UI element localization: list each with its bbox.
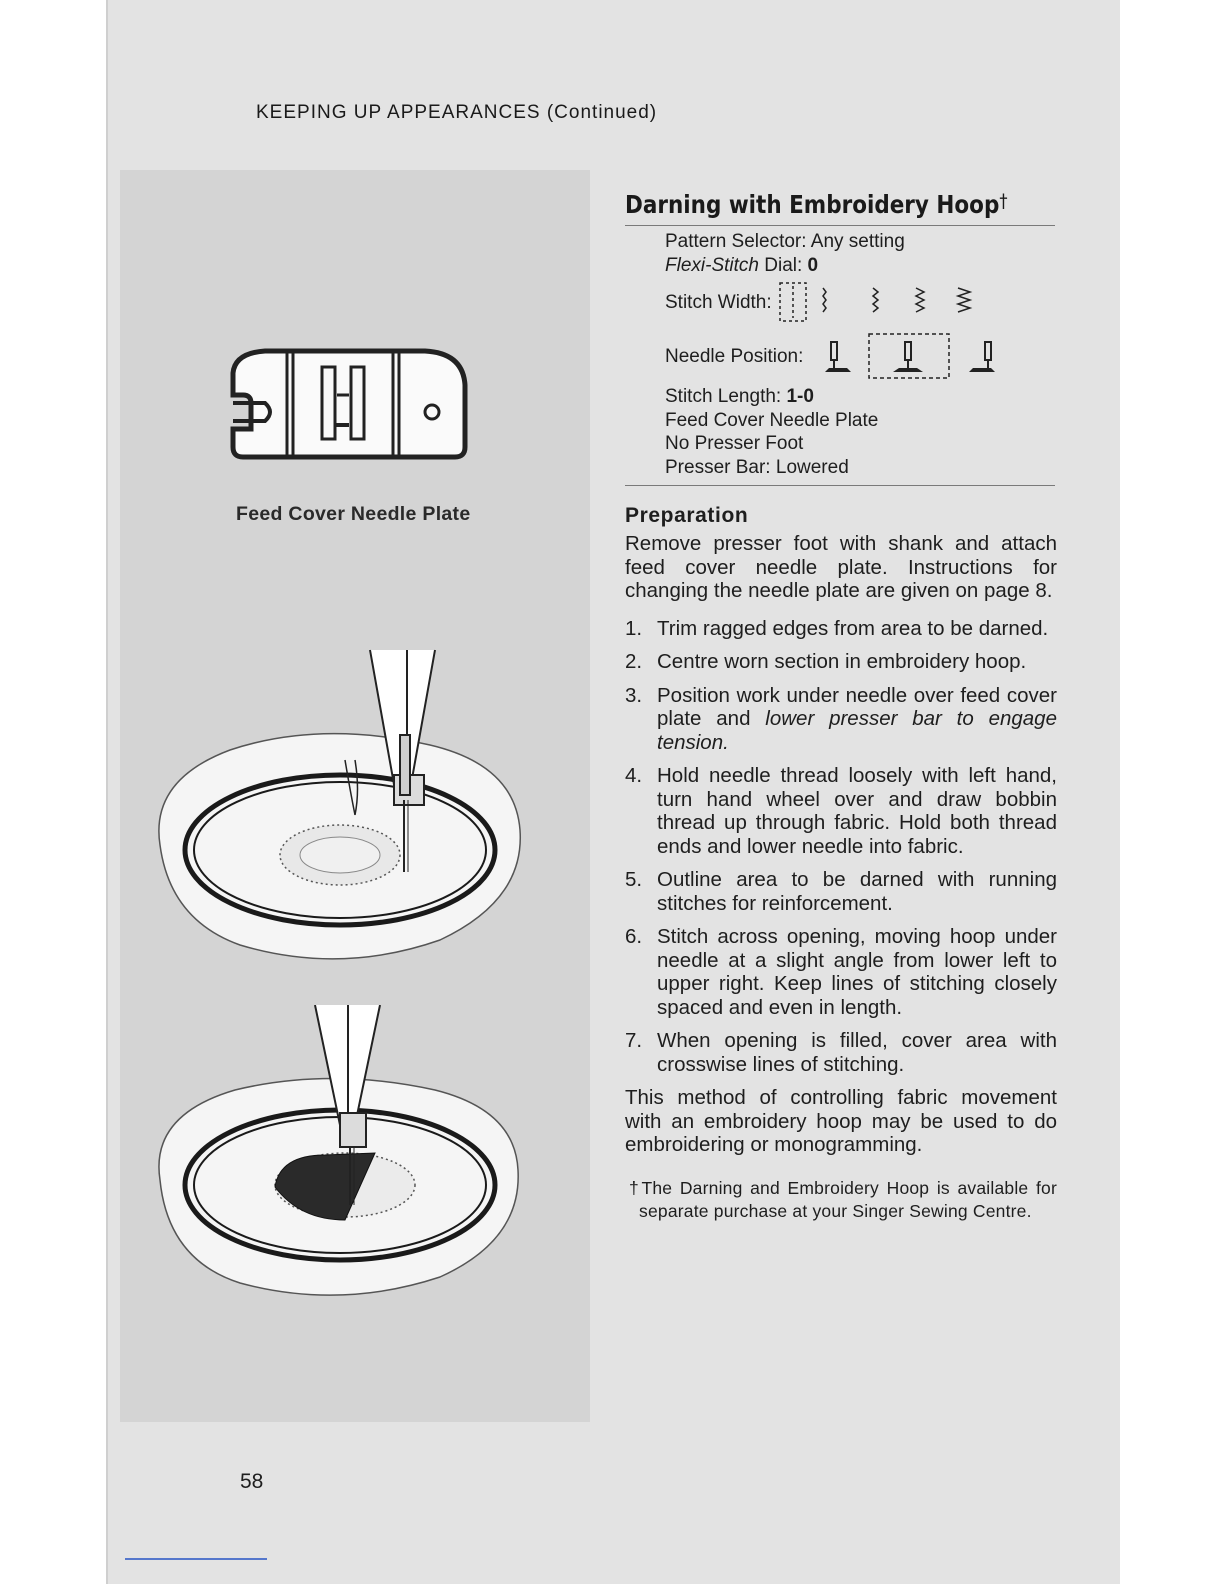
title-rule (625, 225, 1055, 226)
needle-position-setting: Needle Position: (665, 329, 1057, 385)
needle-plate-setting: Feed Cover Needle Plate (665, 409, 879, 431)
preparation-heading: Preparation (625, 504, 749, 527)
stitch-width-setting: Stitch Width: (665, 277, 1057, 329)
flexi-stitch-setting: Flexi-Stitch Dial: 0 (665, 254, 819, 276)
step-item: 1. Trim ragged edges from area to be darned. (625, 616, 1049, 640)
needle-right-icon (969, 342, 995, 372)
needle-center-icon (893, 342, 923, 372)
needle-position-icons (817, 332, 1037, 382)
running-head: KEEPING UP APPEARANCES (Continued) (256, 102, 658, 123)
step-list (625, 617, 1057, 1077)
section-title-text: Darning with Embroidery Hoop (625, 190, 1000, 219)
plate-caption: Feed Cover Needle Plate (236, 503, 471, 525)
closing-paragraph: This method of controlling fabric movement with an embroidery hoop may be used to do embroidering or monogramming. (625, 1086, 1057, 1156)
presser-bar-setting: Presser Bar: Lowered (665, 456, 849, 478)
feed-cover-needle-plate-illustration (225, 345, 475, 470)
stitch-length-setting: Stitch Length: 1-0 (665, 386, 814, 407)
embroidery-hoop-illustration-outline (150, 640, 530, 985)
footnote: †The Darning and Embroidery Hoop is available for separate purchase at your Singer Sewing Centre. (629, 1177, 1057, 1221)
pattern-selector-setting: Pattern Selector: Any setting (665, 231, 905, 252)
step-item: 2. Centre worn section in embroidery hoop. (625, 650, 1027, 673)
step-item: 3. Position work under needle over feed cover plate and lower presser bar to engage tension. (625, 683, 1057, 754)
step-item: 6. Stitch across opening, moving hoop under needle at a slight angle from lower left to upper right. Keep lines of stitching closely spaced and even in length. (625, 925, 1057, 1019)
stitch-width-icons (778, 280, 998, 326)
page-number: 58 (240, 1470, 264, 1493)
step-item: 5. Outline area to be darned with running stitches for reinforcement. (625, 868, 1057, 915)
step-item: 4. Hold needle thread loosely with left hand, turn hand wheel over and draw bobbin thread up through fabric. Hold both thread ends and lower needle into fabric. (625, 764, 1057, 858)
step-item: 7. When opening is filled, cover area with crosswise lines of stitching. (625, 1029, 1057, 1076)
settings-rule (625, 485, 1055, 486)
section-title (625, 190, 1008, 219)
preparation-paragraph: Remove presser foot with shank and attach feed cover needle plate. Instructions for changing the needle plate are given on page 8. (625, 532, 1057, 602)
scan-edge-mark (125, 1558, 267, 1560)
embroidery-hoop-illustration-darned (150, 1005, 530, 1325)
instructions-column (625, 190, 1057, 1241)
title-dagger-mark: † (999, 190, 1008, 212)
needle-left-icon (825, 342, 851, 372)
machine-settings (625, 230, 1057, 479)
presser-foot-setting: No Presser Foot (665, 433, 804, 454)
